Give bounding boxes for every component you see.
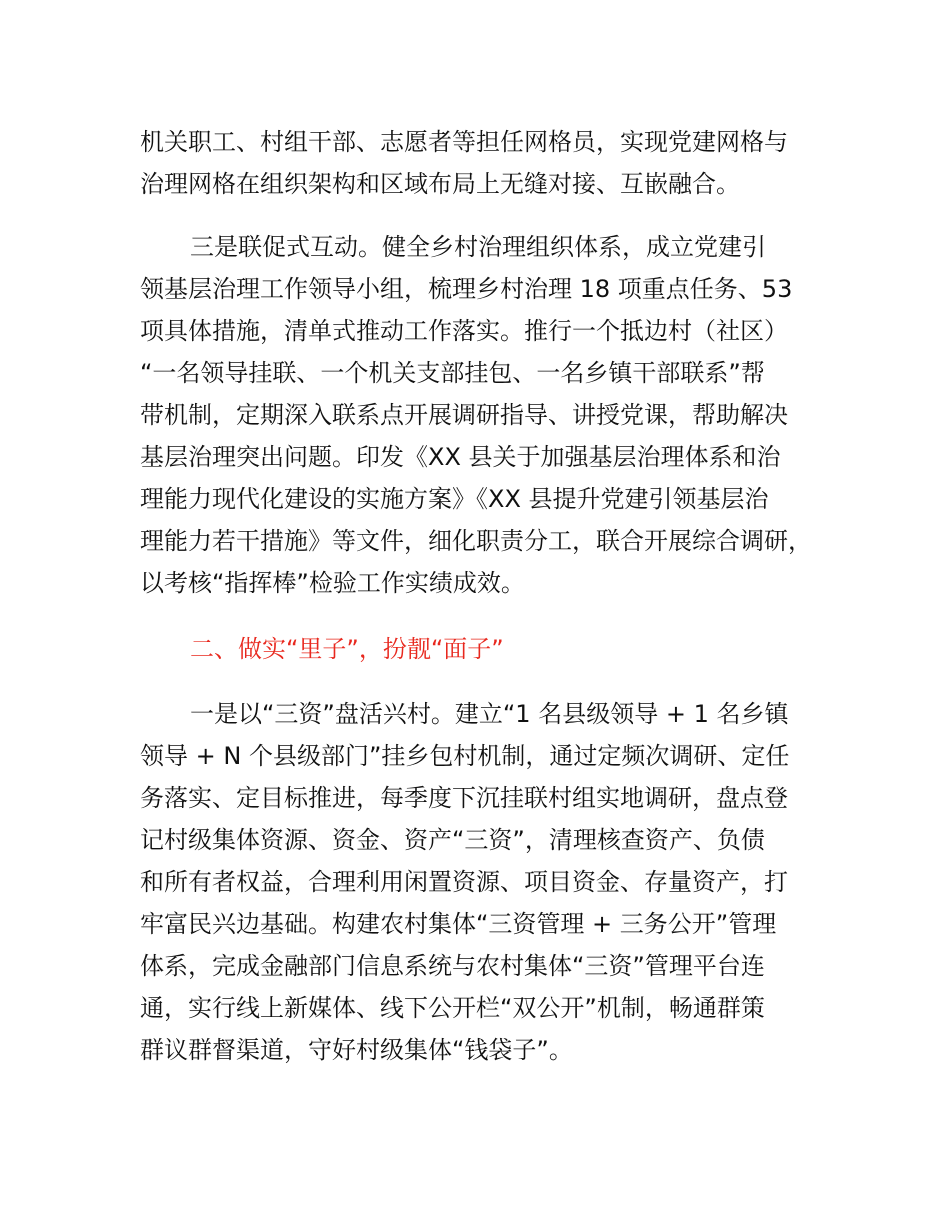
paragraph-line: 体系，完成金融部门信息系统与农村集体“三资”管理平台连	[140, 952, 765, 980]
paragraph-line: 理能力现代化建设的实施方案》《XX 县提升党建引领基层治	[140, 485, 769, 513]
paragraph-line: 记村级集体资源、资金、资产“三资”，清理核查资产、负债	[140, 826, 765, 854]
paragraph-line: 项具体措施，清单式推动工作落实。推行一个抵边村（社区）	[140, 317, 788, 345]
paragraph-line: 务落实、定目标推进，每季度下沉挂联村组实地调研，盘点登	[140, 784, 788, 812]
paragraph-line: 机关职工、村组干部、志愿者等担任网格员，实现党建网格与	[140, 128, 788, 156]
paragraph-line: 领基层治理工作领导小组，梳理乡村治理 18 项重点任务、53	[140, 275, 793, 303]
paragraph-line: “一名领导挂联、一个机关支部挂包、一名乡镇干部联系”帮	[140, 359, 765, 387]
paragraph-line: 治理网格在组织架构和区域布局上无缝对接、互嵌融合。	[140, 170, 740, 198]
paragraph-line: 领导 + N 个县级部门”挂乡包村机制，通过定频次调研、定任	[140, 742, 790, 770]
paragraph-line: 基层治理突出问题。印发《XX 县关于加强基层治理体系和治	[140, 443, 781, 471]
paragraph-line: 牢富民兴边基础。构建农村集体“三资管理 + 三务公开”管理	[140, 910, 777, 938]
paragraph-line: 一是以“三资”盘活兴村。建立“1 名县级领导 + 1 名乡镇	[190, 700, 789, 728]
section-heading: 二、做实“里子”，扮靓“面子”	[190, 635, 504, 663]
paragraph-line: 以考核“指挥棒”检验工作实绩成效。	[140, 569, 525, 597]
paragraph-line: 群议群督渠道，守好村级集体“钱袋子”。	[140, 1036, 573, 1064]
paragraph-line: 三是联促式互动。健全乡村治理组织体系，成立党建引	[190, 233, 766, 261]
paragraph-line: 带机制，定期深入联系点开展调研指导、讲授党课，帮助解决	[140, 401, 788, 429]
paragraph-line: 通，实行线上新媒体、线下公开栏“双公开”机制，畅通群策	[140, 994, 765, 1022]
paragraph-line: 和所有者权益，合理利用闲置资源、项目资金、存量资产，打	[140, 868, 788, 896]
paragraph-line: 理能力若干措施》等文件，细化职责分工，联合开展综合调研，	[140, 527, 812, 555]
